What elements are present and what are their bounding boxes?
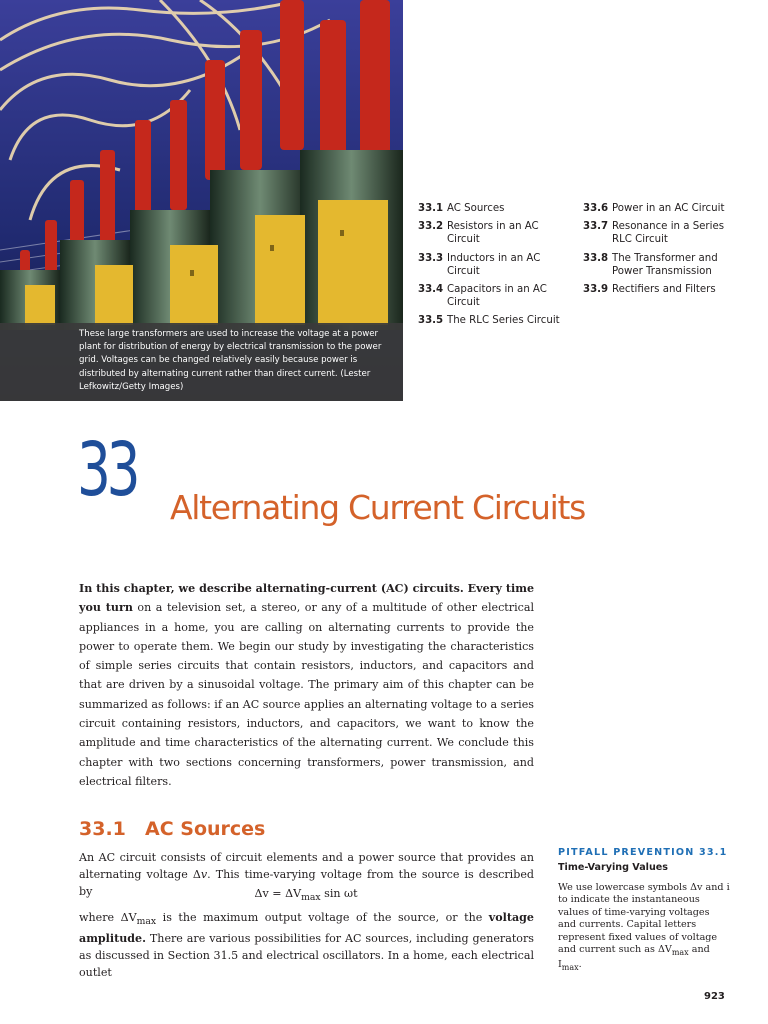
chapter-title: Alternating Current Circuits [170, 488, 586, 527]
toc-item-33-2[interactable] [418, 220, 568, 246]
subscript-max: max [671, 947, 689, 957]
subscript-max: max [561, 963, 579, 973]
toc-number: 33.3 [418, 252, 444, 264]
toc-number: 33.8 [583, 252, 609, 264]
toc-number: 33.2 [418, 221, 444, 233]
toc-item-33-5[interactable] [418, 314, 568, 327]
pitfall-text: . [578, 959, 582, 971]
chapter-contents-left [418, 202, 568, 333]
toc-number: 33.7 [583, 221, 609, 233]
section-number: 33.1 [79, 818, 126, 840]
key-term-voltage-amplitude: voltage amplitude. [79, 911, 534, 946]
section-paragraph-2 [79, 909, 534, 981]
equation-subscript: max [301, 892, 321, 904]
toc-item-33-1[interactable] [418, 202, 568, 215]
toc-number: 33.6 [583, 203, 609, 214]
equation-rhs: sin ωt [320, 887, 358, 900]
toc-title: Inductors in an AC Circuit [447, 252, 541, 277]
page-number: 923 [704, 991, 725, 1002]
toc-title: AC Sources [447, 203, 505, 214]
toc-item-33-9[interactable] [583, 283, 728, 296]
paragraph-text: There are various possibilities for AC sources, including generators as discussed in Section 31.5 and electrical oscillators. In a home, each electrical outlet [79, 932, 534, 980]
paragraph-text: An AC circuit consists of circuit elements and a power source that provides an alternating voltage Δ [79, 851, 534, 881]
pitfall-text: and I [558, 944, 710, 971]
subscript-max: max [136, 916, 157, 928]
chapter-number: 33 [77, 427, 137, 513]
toc-title: Resistors in an AC Circuit [447, 221, 539, 246]
pitfall-prevention-header: PITFALL PREVENTION 33.1 [558, 847, 728, 858]
toc-number: 33.4 [418, 284, 444, 296]
paragraph-text: is the maximum output voltage of the source, or the [156, 911, 489, 924]
toc-number: 33.1 [418, 203, 444, 214]
chapter-opening-photo [0, 0, 403, 401]
toc-title: The Transformer and Power Transmission [612, 252, 718, 277]
pitfall-prevention-subtitle: Time-Varying Values [558, 862, 669, 873]
toc-item-33-7[interactable] [583, 220, 728, 246]
voltage-equation [0, 887, 612, 903]
toc-title: Rectifiers and Filters [612, 284, 716, 296]
pitfall-prevention-text [558, 882, 730, 975]
toc-title: Capacitors in an AC Circuit [447, 284, 547, 309]
chapter-intro-paragraph [79, 579, 534, 791]
intro-body-text: on a television set, a stereo, or any of a multitude of other electrical appliances in a home, you are calling on alternating currents to provide the power to operate them. We begin our study by investigating the characteristics of simple series circuits that contain resistors, inductors, and capacitors and that are driven by a sinusoidal voltage. The primary aim of this chapter can be summarized as follows: if an AC source applies an alternating voltage to a series circuit containing resistors, inductors, and capacitors, we want to know the amplitude and time characteristics of the alternating current. We conclude this chapter with two sections concerning transformers, power transmission, and electrical filters. [79, 601, 534, 788]
toc-title: Power in an AC Circuit [612, 203, 725, 214]
toc-number: 33.9 [583, 284, 609, 296]
toc-item-33-8[interactable] [583, 252, 728, 278]
toc-item-33-6[interactable] [583, 202, 728, 215]
photo-caption: These large transformers are used to increase the voltage at a power plant for distribution of energy by electrical transmission to the power grid. Voltages can be changed relatively easily because power is distributed by alternating current rather than direct current. (Lester Lefkowitz/Getty Images) [79, 329, 382, 392]
toc-title: The RLC Series Circuit [447, 315, 560, 327]
intro-lead-sentence: In this chapter, we describe alternating-current (AC) circuits. Every time you turn [79, 582, 534, 615]
section-heading [79, 818, 265, 840]
paragraph-text: where ΔV [79, 911, 137, 924]
pitfall-text: We use lowercase symbols Δv and i to indicate the instantaneous values of time-varying voltages and currents. Capital letters represent fixed values of voltage and current such as ΔV [558, 882, 730, 956]
equation-lhs: Δv = ΔV [254, 887, 302, 900]
chapter-contents-right [583, 202, 728, 301]
toc-number: 33.5 [418, 315, 444, 327]
photo-caption-box [0, 323, 403, 401]
toc-title: Resonance in a Series RLC Circuit [612, 221, 725, 246]
paragraph-text: . This time-varying voltage from the source is described by [79, 868, 534, 898]
toc-item-33-3[interactable] [418, 252, 568, 278]
toc-item-33-4[interactable] [418, 283, 568, 309]
variable-v: v [200, 868, 208, 881]
section-title: AC Sources [145, 818, 266, 840]
